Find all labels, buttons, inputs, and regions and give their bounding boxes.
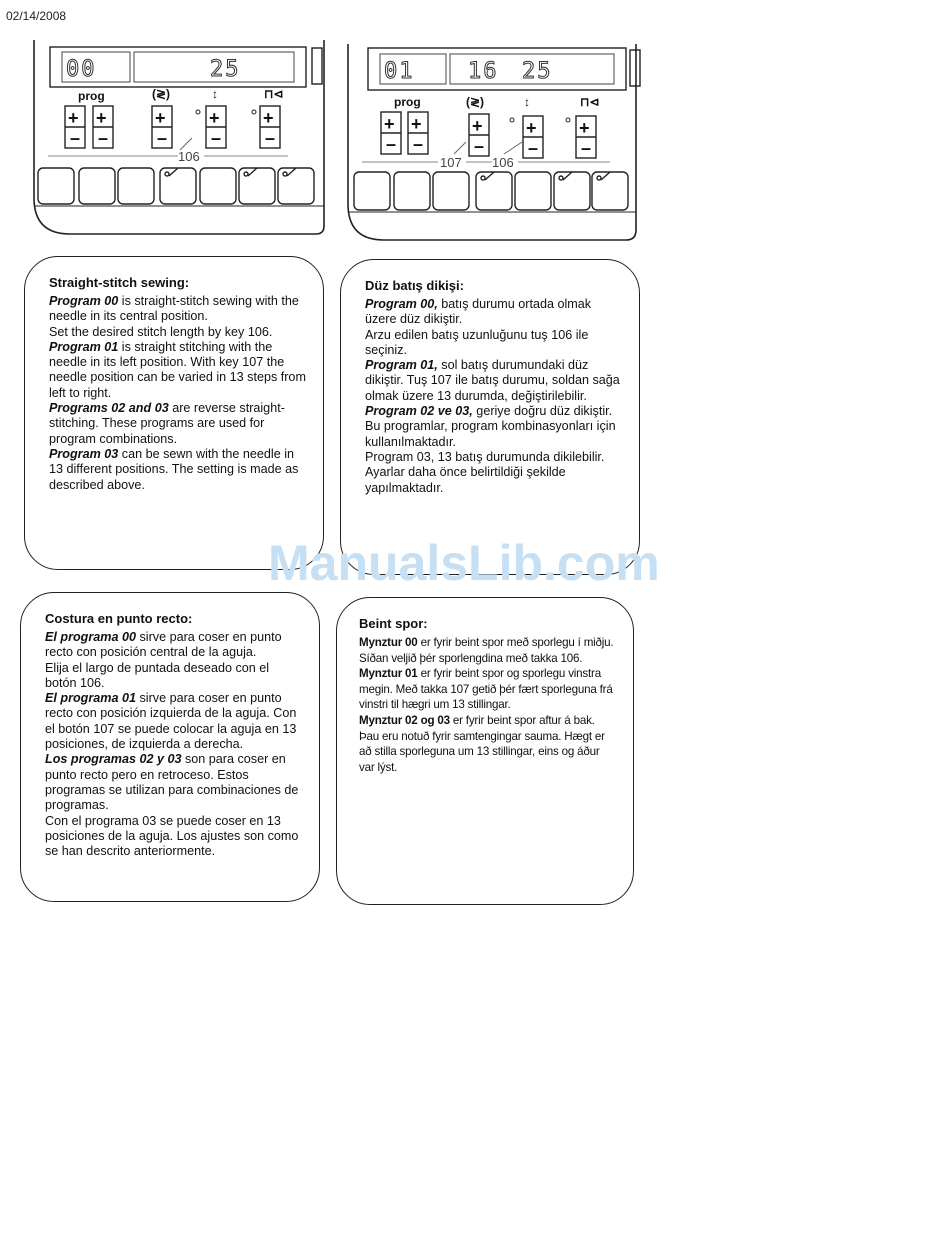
paragraph-text: er fyrir beint spor með sporlegu í miðju. Síðan veljið þér sporlengdina með takka 106.: [359, 636, 614, 665]
svg-text:–: –: [413, 134, 424, 154]
svg-text:+: +: [526, 118, 537, 138]
program-ref: Program 00,: [365, 297, 438, 311]
program-ref: Program 01: [49, 339, 119, 354]
paragraph-text: geriye doğru düz dikiştir. Bu programlar, program kombinasyonları için kullanılmaktadır.: [365, 404, 616, 449]
paragraph-text: sirve para coser en punto recto con posición izquierda de la aguja. Con el botón 107 se puede colocar la aguja en 13 posiciones, de izquierda a derecha.: [45, 691, 297, 752]
paragraph-text: son para coser en punto recto pero en retroceso. Estos programas se utilizan para combinaciones de programas.: [45, 752, 299, 813]
svg-text:–: –: [70, 128, 81, 148]
program-ref: Program 01,: [365, 358, 438, 373]
program-ref: Programs 02 and 03: [49, 401, 169, 416]
program-ref: El programa 00: [45, 630, 136, 644]
section-english: [24, 256, 324, 570]
svg-text:+: +: [384, 114, 395, 134]
program-ref: Program 02 ve 03,: [365, 404, 473, 419]
section-turkish: [340, 259, 640, 575]
paragraph-text: sirve para coser en punto recto con posición central de la aguja.: [45, 630, 282, 660]
svg-text:+: +: [411, 114, 422, 134]
program-ref: Mynztur 02 og 03: [359, 713, 450, 727]
display-program: 01: [384, 59, 415, 84]
program-ref: Mynztur 01: [359, 667, 418, 681]
paragraph-text: batış durumu ortada olmak üzere düz dikiştir.: [365, 297, 592, 327]
section-icelandic: [336, 597, 634, 905]
watermark: ManualsLib.com: [268, 535, 660, 591]
control-panel-illustration-left: [28, 38, 330, 238]
prog-label: prog: [394, 95, 421, 109]
section-title: Costura en punto recto:: [45, 611, 193, 626]
svg-text:–: –: [474, 136, 485, 156]
needle-position-icon: ↕: [524, 95, 530, 109]
key-106-label: 106: [178, 149, 200, 164]
program-ref: El programa 01: [45, 691, 136, 706]
paragraph-text: can be sewn with the needle in 13 different positions. The setting is made as described above.: [49, 446, 299, 492]
svg-text:–: –: [528, 138, 539, 158]
program-ref: Mynztur 00: [359, 636, 418, 649]
paragraph-text: is straight-stitch sewing with the needle in its central position.: [49, 294, 299, 324]
paragraph-text: er fyrir beint spor og sporlegu vinstra megin. Með takka 107 getið þér fært sporleguna frá vinstri til hægri um 13 stillingar.: [359, 667, 613, 712]
control-panel-illustration-right: [342, 42, 644, 244]
svg-text:–: –: [211, 128, 222, 148]
display-program: 00: [66, 57, 97, 82]
paragraph-text: sol batış durumundaki düz dikiştir. Tuş 107 ile batış durumu, soldan sağa olmak üzere 13 durumda, değiştirilebilir.: [365, 358, 620, 403]
display-length: 25: [210, 57, 241, 82]
svg-text:+: +: [155, 108, 166, 128]
svg-text:+: +: [96, 108, 107, 128]
key-106-label: 106: [492, 155, 514, 170]
paragraph-text: Elija el largo de puntada deseado con el botón 106.: [45, 660, 270, 690]
section-title: Düz batış dikişi:: [365, 278, 464, 293]
prog-label: prog: [78, 89, 105, 103]
svg-text:+: +: [263, 108, 274, 128]
display-needle-position: 16: [468, 59, 499, 84]
section-spanish: [20, 592, 320, 902]
svg-text:+: +: [579, 118, 590, 138]
stitch-length-icon: (≷): [466, 95, 485, 109]
svg-text:–: –: [157, 128, 168, 148]
svg-text:+: +: [209, 108, 220, 128]
paragraph-text: Arzu edilen batış uzunluğunu tuş 106 ile seçiniz.: [365, 327, 589, 357]
paragraph-text: is straight stitching with the needle in its left position. With key 107 the needle position can be varied in 13 steps from left to right.: [49, 339, 306, 400]
program-ref: Program 00: [49, 294, 119, 308]
paragraph-text: are reverse straight-stitching. These programs are used for program combinations.: [49, 401, 285, 446]
feed-icon: ⊓⊲: [264, 87, 284, 101]
svg-text:+: +: [68, 108, 79, 128]
paragraph-text: er fyrir beint spor aftur á bak. Þau eru notuð fyrir samtengingar sauma. Hægt er að stilla sporleguna um 13 stillingar, eins og áður var lýst.: [359, 713, 605, 774]
needle-position-icon: ↕: [212, 87, 218, 101]
paragraph-text: Con el programa 03 se puede coser en 13 posiciones de la aguja. Los ajustes son como se han descrito anteriormente.: [45, 813, 299, 859]
section-title: Beint spor:: [359, 616, 428, 631]
svg-text:–: –: [98, 128, 109, 148]
svg-text:–: –: [386, 134, 397, 154]
program-ref: Los programas 02 y 03: [45, 752, 182, 767]
paragraph-text: Program 03, 13 batış durumunda dikilebilir. Ayarlar daha önce belirtildiği şekilde yapılmaktadır.: [365, 449, 605, 495]
feed-icon: ⊓⊲: [580, 95, 600, 109]
stitch-length-icon: (≷): [152, 87, 171, 101]
svg-text:–: –: [581, 138, 592, 158]
paragraph-text: Set the desired stitch length by key 106.: [49, 324, 273, 339]
key-107-label: 107: [440, 155, 462, 170]
svg-text:–: –: [265, 128, 276, 148]
program-ref: Program 03: [49, 446, 119, 461]
page-date: 02/14/2008: [6, 9, 67, 23]
svg-text:+: +: [472, 116, 483, 136]
section-title: Straight-stitch sewing:: [49, 275, 190, 290]
display-length: 25: [522, 59, 553, 84]
